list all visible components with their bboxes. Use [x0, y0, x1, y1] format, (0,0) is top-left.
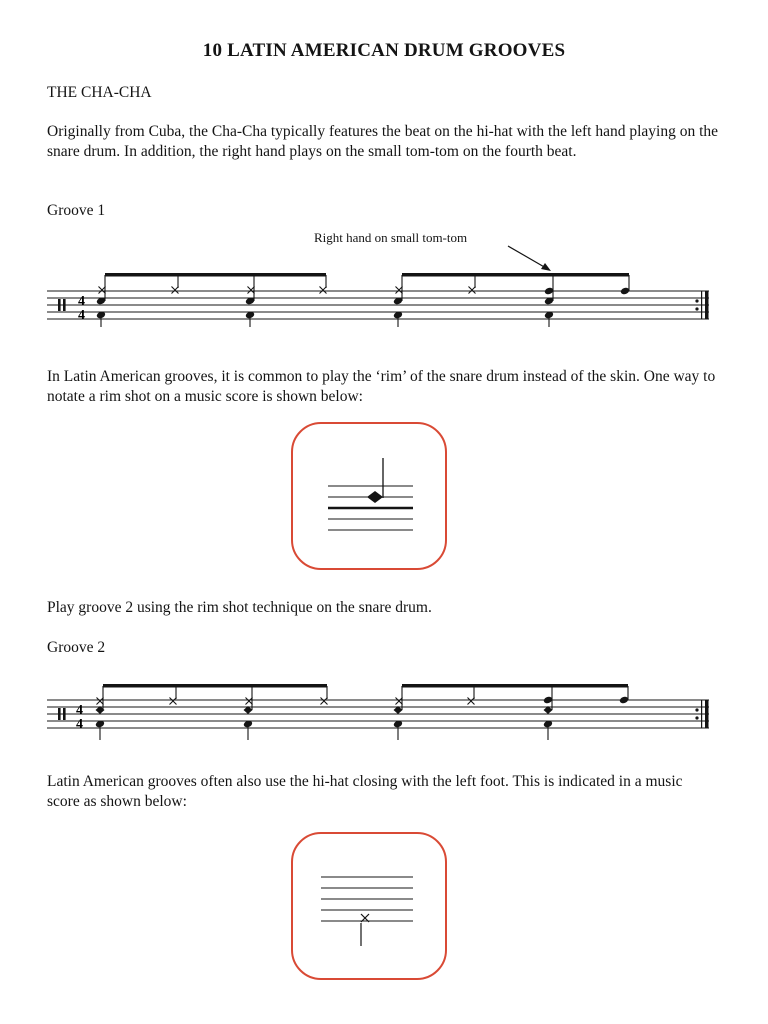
groove-2-staff-lines	[47, 700, 709, 728]
tom-tom-annotation: Right hand on small tom-tom	[314, 230, 468, 245]
hihat-note	[468, 698, 475, 705]
percussion-clef	[58, 708, 61, 720]
groove-2-label: Groove 2	[47, 639, 106, 656]
beam-2	[402, 684, 628, 688]
hihat-foot-paragraph: Latin American grooves often also use the hi-hat closing with the left foot. This is indicated in a music score as shown below:	[47, 773, 683, 810]
groove-1-label: Groove 1	[47, 202, 106, 219]
intro-paragraph: Originally from Cuba, the Cha-Cha typically features the beat on the hi-hat with the left hand playing on the snare drum. In addition, the right hand plays on the small tom-tom on the fourth beat.	[47, 123, 719, 160]
time-signature-bottom: 4	[78, 308, 85, 323]
hihat-note	[321, 698, 328, 705]
groove-2-instruction: Play groove 2 using the rim shot technique on the snare drum.	[47, 599, 432, 616]
hihat-foot-example-box	[291, 832, 447, 980]
hihat-note	[170, 698, 177, 705]
hihat-foot-notation	[293, 834, 444, 977]
time-signature-top: 4	[76, 703, 83, 718]
section-heading: THE CHA-CHA	[47, 84, 152, 101]
time-signature-top: 4	[78, 294, 85, 309]
rim-shot-paragraph: In Latin American grooves, it is common to play the ‘rim’ of the snare drum instead of the skin. One way to notate a rim shot on a music score is shown below:	[47, 368, 716, 405]
groove-2-stems-down	[100, 724, 548, 740]
page-title: 10 LATIN AMERICAN DRUM GROOVES	[202, 40, 566, 61]
time-signature-bottom: 4	[76, 717, 83, 732]
beam-1	[103, 684, 327, 688]
